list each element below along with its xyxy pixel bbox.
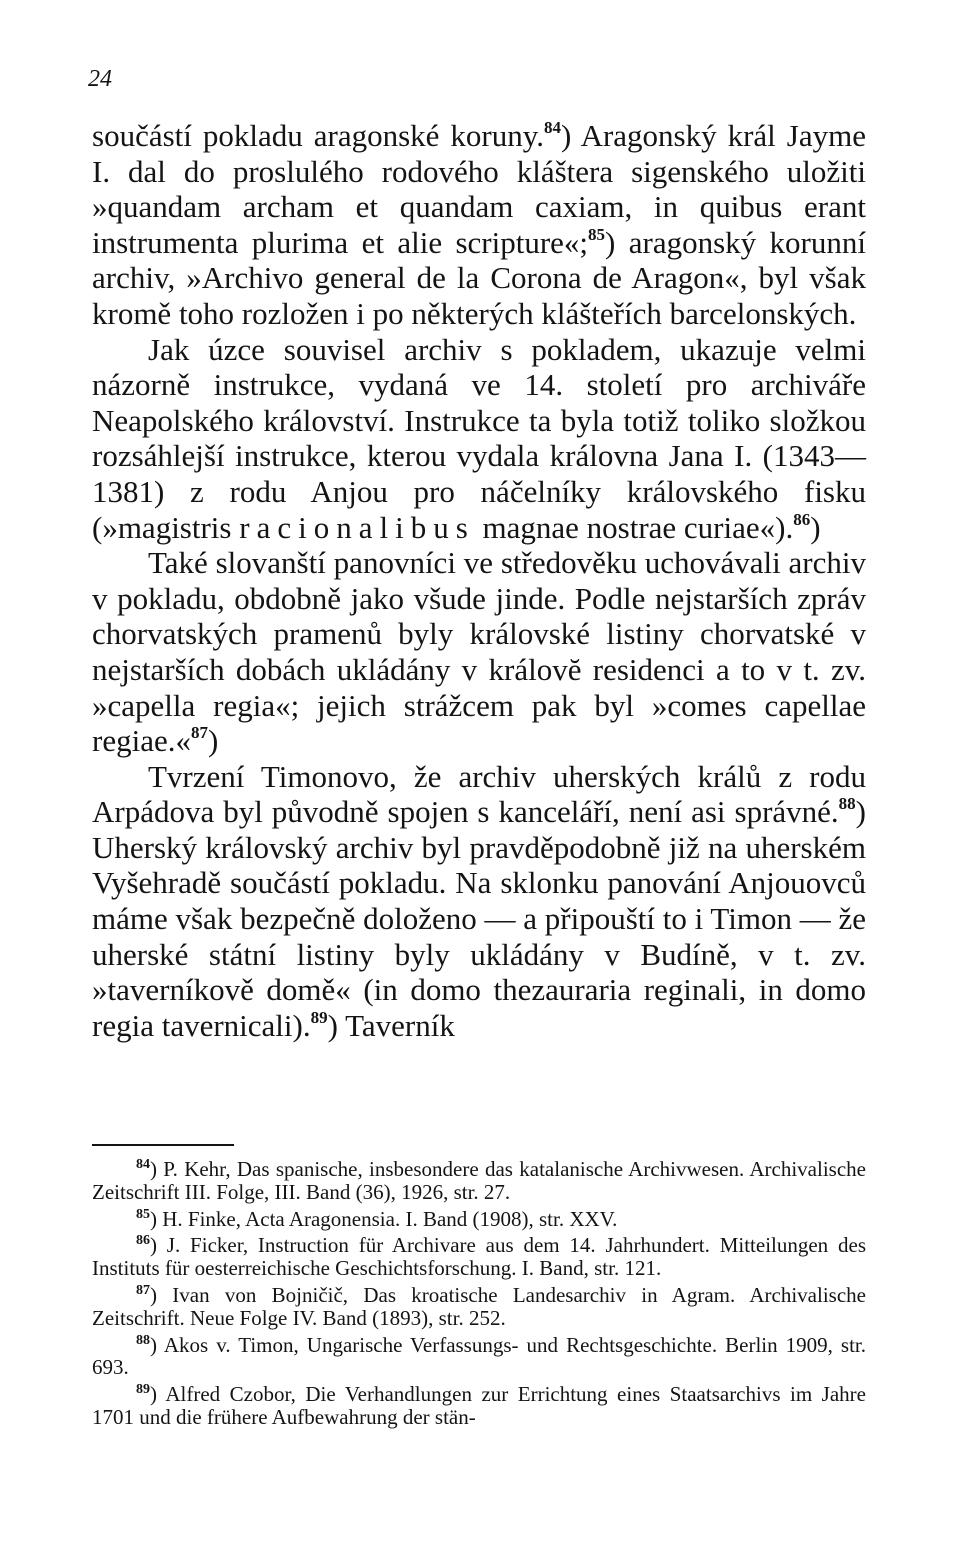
spaced-emphasis: racionalibus (239, 509, 475, 545)
footnote-number: 85 (136, 1206, 150, 1222)
paragraph (92, 118, 866, 332)
text-run: magnae nostrae curiae«). (474, 509, 794, 545)
footnote-text: ) J. Ficker, Instruction für Archivare aus dem 14. Jahrhundert. Mitteilungen des Instituts für oesterreichische Geschichtsforschung. I. Band, str. 121. (92, 1233, 866, 1281)
footnote-text: ) P. Kehr, Das spanische, insbesondere das katalanische Archivwesen. Archivalische Zeitschrift III. Folge, III. Band (36), 1926, str. 27. (92, 1157, 866, 1204)
footnote-number: 87 (136, 1282, 150, 1298)
paragraph (92, 759, 866, 1044)
text-run: ) Aragonský král Jayme I. dal do proslulého rodového kláštera sigenského uložiti »quandam archam et quandam caxiam, in quibus erant instrumenta plurima et alie scripture«; (92, 118, 866, 260)
footnote-number: 89 (136, 1382, 150, 1398)
text-run: Tvrzení Timonovo, že archiv uherských králů z rodu Arpádova byl původně spojen s kanceláří, není asi správné. (92, 758, 866, 830)
page-number: 24 (88, 66, 112, 92)
footnote-text: ) H. Finke, Acta Aragonensia. I. Band (1908), str. XXV. (150, 1206, 618, 1231)
footnote-reference: 84 (543, 118, 561, 137)
footnote-number: 86 (136, 1233, 150, 1249)
text-run: ) Uherský královský archiv byl pravděpodobně již na uherském Vyšehradě součástí pokladu. Na sklonku panování Anjouovců máme však bezpečně doloženo — a připouští to i Timon — že uherské státní listiny byly ukládány v Budíně, v t. zv. »taverníkově domě« (in domo thezauraria reginali, in domo regia tavernicali). (92, 794, 866, 1043)
text-run: ) (810, 509, 821, 545)
paragraph (92, 332, 866, 546)
footnote-reference: 88 (838, 794, 856, 814)
footnote-reference: 87 (190, 723, 208, 743)
paragraph (92, 545, 866, 759)
footnote-text: ) Alfred Czobor, Die Verhandlungen zur Errichtung eines Staatsarchivs im Jahre 1701 und die frühere Aufbewahrung der stän- (92, 1382, 866, 1429)
footnote-reference: 85 (588, 224, 606, 244)
footnote-text: ) Akos v. Timon, Ungarische Verfassungs- und Rechtsgeschichte. Berlin 1909, str. 693. (92, 1332, 866, 1380)
footnote (92, 1158, 866, 1204)
footnote (92, 1234, 866, 1280)
footnote-number: 84 (136, 1157, 150, 1172)
footnote-reference: 89 (310, 1007, 328, 1027)
text-run: Jak úzce souvisel archiv s pokladem, ukazuje velmi názorně instrukce, vydaná ve 14. století pro archiváře Neapolského království. Instrukce ta byla totiž toliko složkou rozsáhlejší instrukce, kterou vydala královna Jana I. (1343—1381) z rodu Anjou pro náčelníky královského fisku (»magistris (92, 331, 866, 545)
text-run: Také slovanští panovníci ve středověku uchovávali archiv v pokladu, obdobně jako všude jinde. Podle nejstarších zpráv chorvatských pramenů byly královské listiny chorvatské v nejstarších dobách ukládány v královĕ residenci a to v t. zv. »capella regia«; jejich strážcem pak byl »comes capellae regiae.« (92, 545, 866, 759)
text-run: ) aragonský korunní archiv, »Archivo general de la Corona de Aragon«, byl však kromě toho rozložen i po některých klášteřích barcelonských. (92, 224, 866, 331)
footnote-reference: 86 (793, 509, 811, 529)
text-run: ) (207, 723, 219, 759)
body-text (92, 118, 866, 1043)
footnote (92, 1284, 866, 1330)
footnote-number: 88 (136, 1332, 150, 1348)
footnote-text: ) Ivan von Bojničič, Das kroatische Landesarchiv in Agram. Archivalische Zeitschrift. Neue Folge IV. Band (1893), str. 252. (92, 1282, 866, 1330)
text-run: součástí pokladu aragonské koruny. (92, 118, 544, 153)
footnote-separator (92, 1144, 234, 1146)
text-run: ) Taverník (327, 1007, 455, 1043)
footnote (92, 1383, 866, 1429)
footnote (92, 1334, 866, 1380)
footnotes (92, 1158, 866, 1433)
footnote (92, 1208, 866, 1231)
